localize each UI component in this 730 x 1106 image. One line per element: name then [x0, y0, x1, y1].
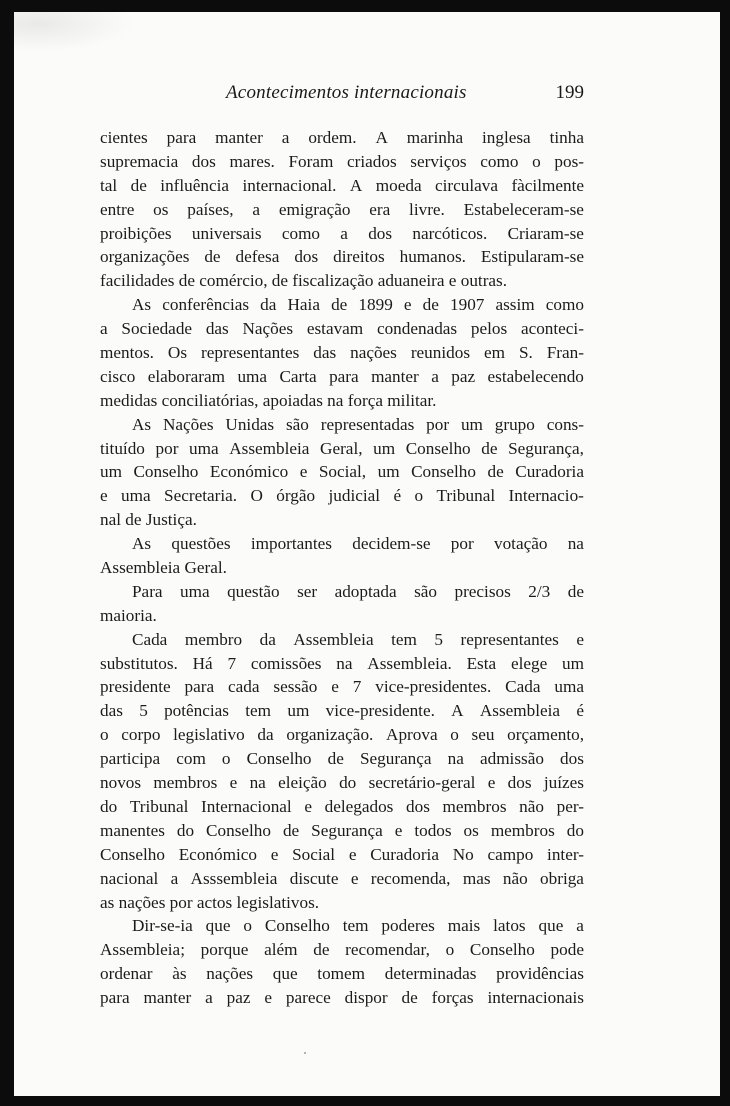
- text-line: a Sociedade das Nações estavam condenadas pelos aconteci-: [100, 319, 584, 339]
- text-line: participa com o Conselho de Segurança na admissão dos: [100, 749, 584, 769]
- paragraph: [100, 914, 584, 1010]
- text-line: das 5 potências tem um vice-presidente. A Assembleia é: [100, 701, 584, 721]
- text-line: tituído por uma Assembleia Geral, um Conselho de Segurança,: [100, 438, 584, 458]
- text-line: supremacia dos mares. Foram criados serviços como o pos-: [100, 151, 584, 171]
- book-page: [14, 12, 720, 1096]
- text-line: Assembleia; porque além de recomendar, o Conselho pode: [100, 940, 584, 960]
- text-line: nacional a Asssembleia discute e recomenda, mas não obriga: [100, 868, 584, 888]
- text-line: manentes do Conselho de Segurança e todos os membros do: [100, 820, 584, 840]
- text-line: ordenar às nações que tomem determinadas providências: [100, 964, 584, 984]
- text-line: maioria.: [100, 605, 157, 625]
- text-line: facilidades de comércio, de fiscalização aduaneira e outras.: [100, 271, 508, 291]
- body-text: [100, 126, 584, 1010]
- text-line: organizações de defesa dos direitos humanos. Estipularam-se: [100, 247, 584, 267]
- paragraph: [100, 293, 584, 412]
- page-corner-smudge: [14, 12, 134, 52]
- text-line: presidente para cada sessão e 7 vice-presidentes. Cada uma: [100, 677, 584, 697]
- running-title: Acontecimentos internacionais: [226, 82, 467, 103]
- text-line: As questões importantes decidem-se por votação na: [132, 534, 584, 554]
- text-line: Assembleia Geral.: [100, 558, 227, 578]
- paragraph: [100, 126, 584, 293]
- paragraph: [100, 532, 584, 580]
- text-line: e uma Secretaria. O órgão judicial é o Tribunal Internacio-: [100, 486, 584, 506]
- running-header: [100, 82, 584, 112]
- text-line: mentos. Os representantes das nações reunidos em S. Fran-: [100, 343, 584, 363]
- text-line: As conferências da Haia de 1899 e de 1907 assim como: [132, 295, 584, 315]
- text-line: novos membros e na eleição do secretário-geral e dos juízes: [100, 773, 584, 793]
- text-line: tal de influência internacional. A moeda circulava fàcilmente: [100, 175, 584, 195]
- paragraph: [100, 628, 584, 915]
- text-line: um Conselho Económico e Social, um Conselho de Curadoria: [100, 462, 584, 482]
- paper-speck: [304, 1052, 306, 1054]
- text-line: as nações por actos legislativos.: [100, 892, 320, 912]
- text-line: medidas conciliatórias, apoiadas na força militar.: [100, 390, 437, 410]
- text-line: Para uma questão ser adoptada são precisos 2/3 de: [132, 581, 584, 601]
- text-line: Cada membro da Assembleia tem 5 representantes e: [132, 629, 584, 649]
- text-line: Dir-se-ia que o Conselho tem poderes mais latos que a: [132, 916, 584, 936]
- text-line: cisco elaboraram uma Carta para manter a paz estabelecendo: [100, 366, 584, 386]
- page-number: 199: [555, 82, 584, 103]
- paragraph: [100, 413, 584, 532]
- text-line: Conselho Económico e Social e Curadoria No campo inter-: [100, 844, 584, 864]
- text-line: o corpo legislativo da organização. Aprova o seu orçamento,: [100, 725, 584, 745]
- text-line: para manter a paz e parece dispor de forças internacionais: [100, 988, 584, 1008]
- text-line: substitutos. Há 7 comissões na Assembleia. Esta elege um: [100, 653, 584, 673]
- text-line: As Nações Unidas são representadas por um grupo cons-: [132, 414, 584, 434]
- text-line: cientes para manter a ordem. A marinha inglesa tinha: [100, 128, 584, 147]
- text-line: entre os países, a emigração era livre. Estabeleceram-se: [100, 199, 584, 219]
- paragraph: [100, 580, 584, 628]
- text-line: do Tribunal Internacional e delegados dos membros não per-: [100, 796, 584, 816]
- text-line: nal de Justiça.: [100, 510, 197, 530]
- text-line: proibições universais como a dos narcóticos. Criaram-se: [100, 223, 584, 243]
